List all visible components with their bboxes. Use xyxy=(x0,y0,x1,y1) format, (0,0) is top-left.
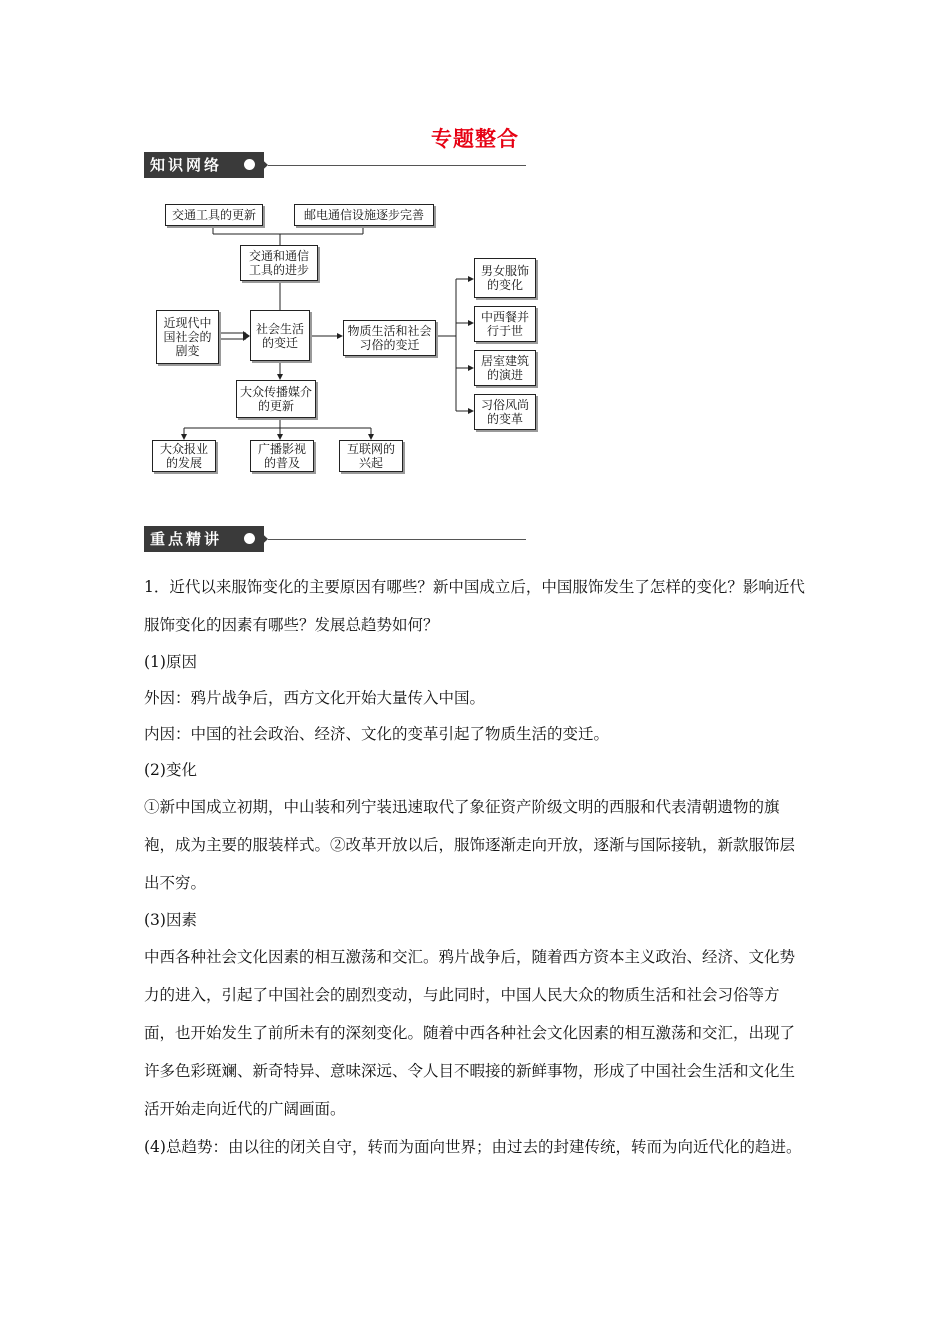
box-postal-telecom: 邮电通信设施逐步完善 xyxy=(294,204,434,226)
dot-icon xyxy=(244,533,255,544)
box-transport-update: 交通工具的更新 xyxy=(165,204,263,226)
external-cause: 外因：鸦片战争后，西方文化开始大量传入中国。 xyxy=(144,689,486,707)
box-clothing: 男女服饰的变化 xyxy=(474,258,536,298)
box-cuisine: 中西餐并行于世 xyxy=(474,306,536,342)
content-body xyxy=(144,568,808,1166)
divider xyxy=(268,539,526,540)
divider xyxy=(268,165,526,166)
internal-cause: 内因：中国的社会政治、经济、文化的变革引起了物质生活的变迁。 xyxy=(144,725,610,743)
box-broadcast: 广播影视的普及 xyxy=(250,440,314,472)
page-title: 专题整合 xyxy=(431,126,519,151)
box-modern-china: 近现代中国社会的剧变 xyxy=(156,310,219,364)
section-label: 重点精讲 xyxy=(144,526,264,552)
dot-icon xyxy=(244,159,255,170)
heading-reasons: (1)原因 xyxy=(144,653,197,671)
box-internet: 互联网的兴起 xyxy=(339,440,403,472)
heading-factors: (3)因素 xyxy=(144,911,197,929)
box-transport-communication: 交通和通信工具的进步 xyxy=(240,245,318,281)
box-newspaper: 大众报业的发展 xyxy=(152,440,216,472)
question-1: 1．近代以来服饰变化的主要原因有哪些？新中国成立后，中国服饰发生了怎样的变化？影响近代服饰变化的因素有哪些？发展总趋势如何？ xyxy=(144,578,805,634)
box-mass-media: 大众传播媒介的更新 xyxy=(236,380,316,418)
trend-text: (4)总趋势：由以往的闭关自守，转而为面向世界；由过去的封建传统，转而为向近代化的趋进。 xyxy=(144,1138,802,1156)
section-label: 知识网络 xyxy=(144,152,264,178)
changes-text: ①新中国成立初期，中山装和列宁装迅速取代了象征资产阶级文明的西服和代表清朝遗物的旗袍，成为主要的服装样式。②改革开放以后，服饰逐渐走向开放，逐渐与国际接轨，新款服饰层出不穷。 xyxy=(144,798,796,892)
section-header-knowledge xyxy=(144,152,526,178)
factors-text: 中西各种社会文化因素的相互激荡和交汇。鸦片战争后，随着西方资本主义政治、经济、文化势力的进入，引起了中国社会的剧烈变动，与此同时，中国人民大众的物质生活和社会习俗等方面，也开始发生了前所未有的深刻变化。随着中西各种社会文化因素的相互激荡和交汇，出现了许多色彩斑斓、新奇特异、意味深远、令人目不暇接的新鲜事物，形成了中国社会生活和文化生活开始走向近代的广阔画面。 xyxy=(144,948,796,1118)
section-header-focus xyxy=(144,526,526,552)
box-housing: 居室建筑的演进 xyxy=(474,350,536,386)
box-social-life: 社会生活的变迁 xyxy=(250,310,310,361)
box-customs: 习俗风尚的变革 xyxy=(474,394,536,430)
box-material-life: 物质生活和社会习俗的变迁 xyxy=(343,320,436,356)
heading-changes: (2)变化 xyxy=(144,761,197,779)
